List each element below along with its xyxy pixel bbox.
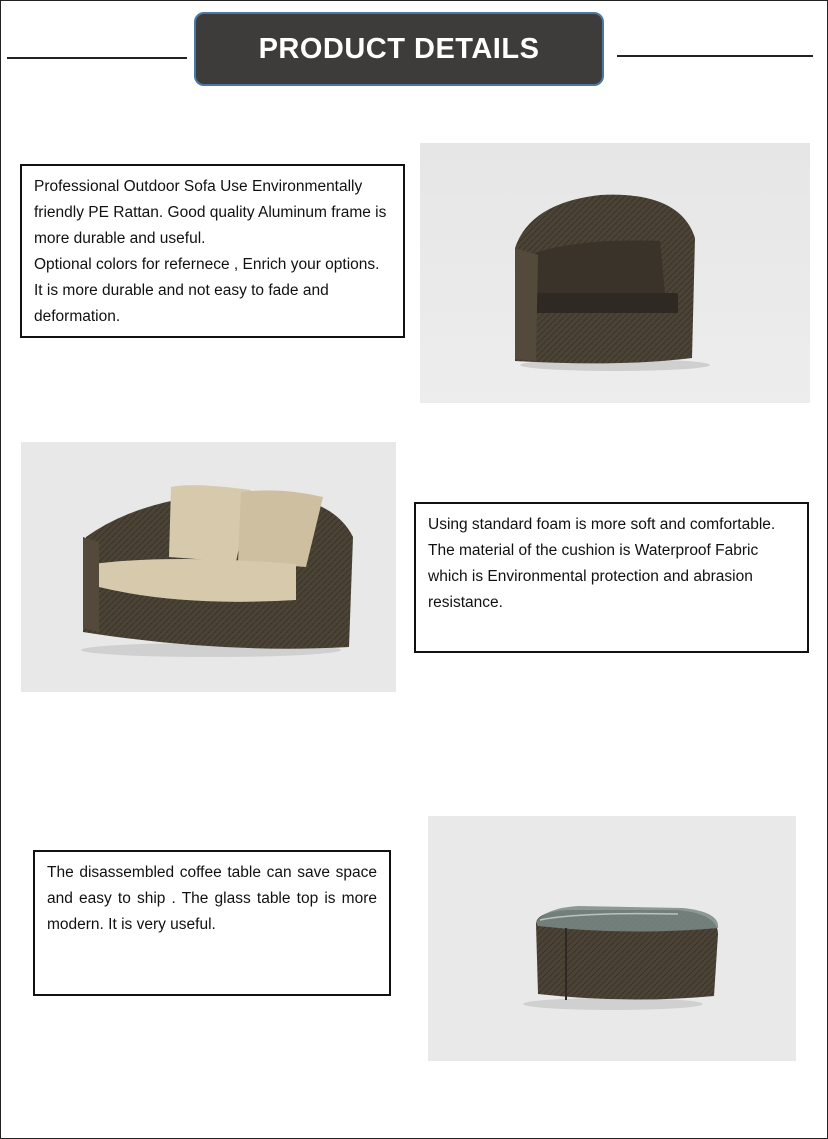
description-box-1 <box>20 164 405 338</box>
description-text: Optional colors for refernece , Enrich your options. It is more durable and not easy to fade and deformation. <box>34 256 380 325</box>
loveseat-photo <box>21 442 396 692</box>
description-text: Professional Outdoor Sofa Use Environmentally friendly PE Rattan. Good quality Aluminum frame is more durable and useful. <box>34 178 387 247</box>
description-box-3 <box>33 850 391 996</box>
page-title-banner <box>194 12 604 86</box>
description-text: The disassembled coffee table can save space and easy to ship . The glass table top is more modern. It is very useful. <box>47 864 377 933</box>
page-title: PRODUCT DETAILS <box>258 32 540 65</box>
header-rule-right <box>617 55 813 57</box>
description-text: Using standard foam is more soft and comfortable. The material of the cushion is Waterproof Fabric which is Environmental protection and abrasion resistance. <box>428 516 776 611</box>
armchair-photo <box>420 143 810 403</box>
header-rule-left <box>7 57 187 59</box>
coffee-table-photo <box>428 816 796 1061</box>
description-box-2 <box>414 502 809 653</box>
